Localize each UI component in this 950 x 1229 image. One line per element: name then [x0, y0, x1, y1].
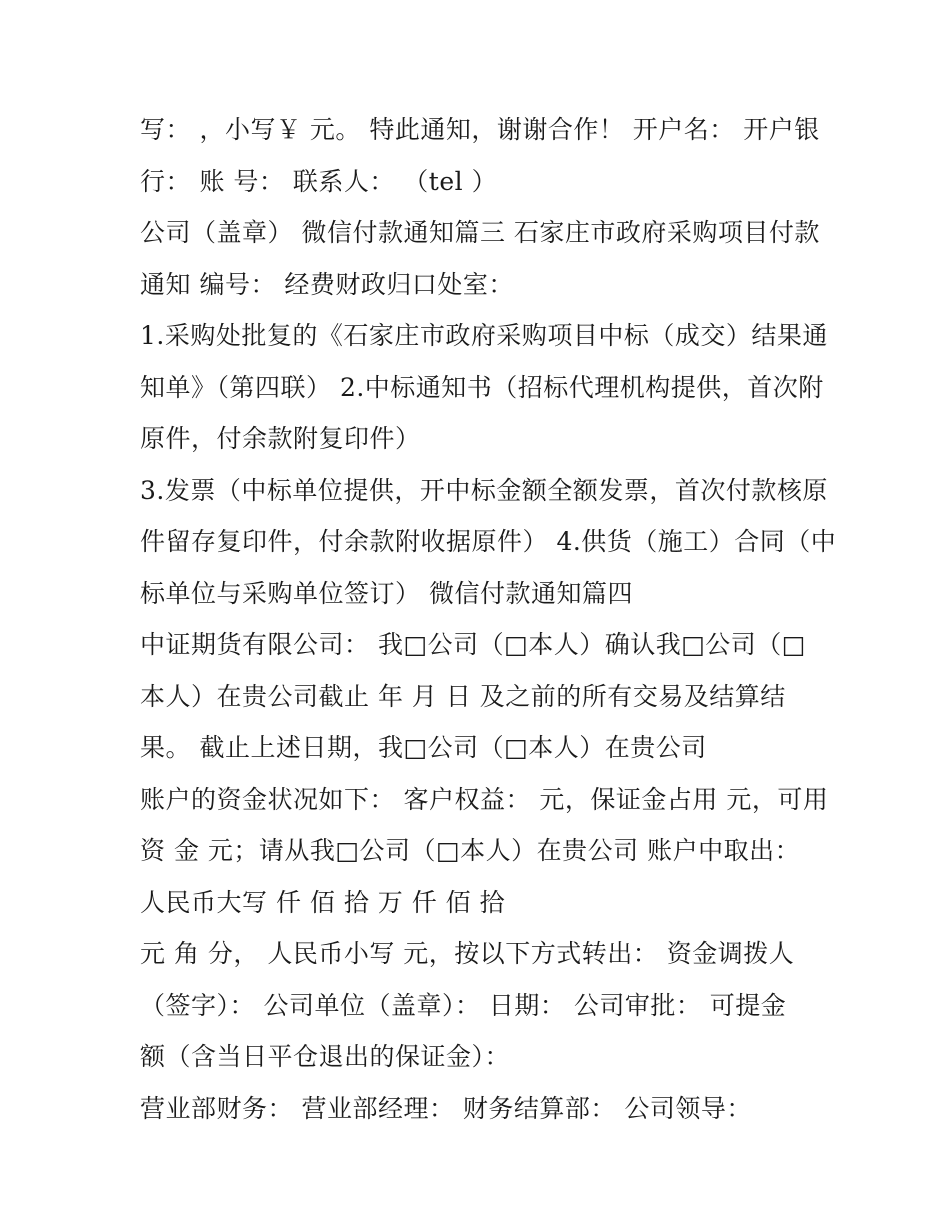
text-line-17: 元 角 分， 人民币小写 元，按以下方式转出： 资金调拨人: [140, 939, 795, 968]
text-line-15: 资 金 元；请从我□公司（□本人）在贵公司 账户中取出：: [140, 836, 801, 865]
text-line-18: （签字）： 公司单位（盖章）： 日期： 公司审批： 可提金: [140, 991, 787, 1020]
text-line-1: 写： ，小写￥ 元。 特此通知，谢谢合作！ 开户名： 开户银: [140, 115, 820, 144]
text-line-4: 通知 编号： 经费财政归口处室：: [140, 270, 514, 299]
text-line-9: 件留存复印件，付余款附收据原件） 4.供货（施工）合同（中: [140, 527, 837, 556]
text-line-6: 知单》（第四联） 2.中标通知书（招标代理机构提供，首次附: [140, 373, 824, 402]
text-line-14: 账户的资金状况如下： 客户权益： 元，保证金占用 元，可用: [140, 785, 829, 814]
text-line-20: 营业部财务： 营业部经理： 财务结算部： 公司领导：: [140, 1094, 752, 1123]
text-line-12: 本人）在贵公司截止 年 月 日 及之前的所有交易及结算结: [140, 682, 786, 711]
text-line-5: 1.采购处批复的《石家庄市政府采购项目中标（成交）结果通: [140, 321, 828, 350]
text-line-10: 标单位与采购单位签订） 微信付款通知篇四: [140, 579, 633, 608]
text-line-19: 额（含当日平仓退出的保证金）：: [140, 1042, 511, 1071]
text-line-13: 果。 截止上述日期，我□公司（□本人）在贵公司: [140, 733, 707, 762]
text-line-3: 公司（盖章） 微信付款通知篇三 石家庄市政府采购项目付款: [140, 218, 820, 247]
text-line-11: 中证期货有限公司： 我□公司（□本人）确认我□公司（□: [140, 630, 806, 659]
text-line-8: 3.发票（中标单位提供，开中标金额全额发票，首次付款核原: [140, 476, 828, 505]
text-line-2: 行： 账 号： 联系人： （tel ）: [140, 167, 498, 196]
text-line-16: 人民币大写 仟 佰 拾 万 仟 佰 拾: [140, 888, 506, 917]
text-line-7: 原件，付余款附复印件）: [140, 424, 421, 453]
